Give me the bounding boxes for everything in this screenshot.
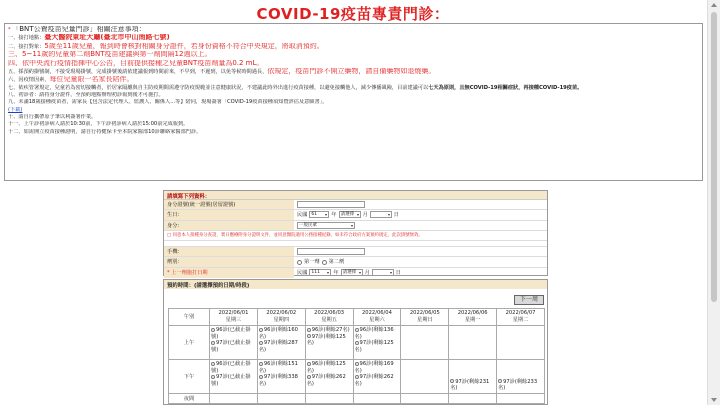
- day-weekday: 星期日: [417, 317, 433, 323]
- period-label: 下午: [169, 360, 210, 394]
- slot-radio[interactable]: [355, 328, 359, 332]
- slot-text: 97診(已截止掛號): [211, 374, 251, 387]
- slot-text: 96診(剩餘27名): [311, 327, 350, 333]
- slot-radio[interactable]: [450, 379, 454, 383]
- notice-item-5: 五、採預約掛號制，不接受現場掛號，完成掛號後請依建議報到時間前來，不早到，不遲到，以免等候時間過長，依規定，疫苗門診不開立藥物，請自備藥物如退燒藥。: [8, 68, 436, 76]
- day-date: 2022/06/07: [505, 310, 536, 316]
- dob-month-unit: 月: [362, 211, 368, 218]
- slot-option[interactable]: [259, 340, 304, 353]
- dose-label: 劑別：: [164, 257, 294, 266]
- notice-item-2: 二、接打對象：5歲至11歲兒童，報到時會核對相關身分證件，若身份資格不符合中央規定，將取消預約。: [8, 42, 324, 50]
- day-date: 2022/06/05: [409, 310, 440, 316]
- notice-item-8: 八、初診者：請持身分證件，至預約地點辦理初診報到後才可施打。: [8, 91, 164, 98]
- slot-radio[interactable]: [498, 379, 502, 383]
- notice-heading: [8, 26, 699, 34]
- slot-radio[interactable]: [307, 375, 311, 379]
- slot-option[interactable]: [355, 374, 400, 387]
- slot-text: 96診(剩餘125名): [306, 361, 346, 374]
- day-date: 2022/06/04: [362, 310, 392, 316]
- schedule-slot: [401, 394, 449, 404]
- day-header: [210, 309, 258, 326]
- slot-option[interactable]: [211, 374, 256, 387]
- slot-option[interactable]: [307, 374, 352, 387]
- day-date: 2022/06/01: [218, 310, 249, 316]
- slot-option[interactable]: [307, 327, 352, 334]
- id-row: [164, 200, 547, 210]
- notice-item-10: 十、請自行攜帶原子筆以利簽署作業。: [8, 114, 97, 121]
- notice-item-7: 七、依疾管署規定，兒童若為密切接觸者，於居家隔離與自主防疫期間需遵守防疫規範並注意健康狀況，不建議此時外出進行疫苗接種，以避免接觸他人，減少傳播風險，目前建議可以七天為原則，且無COVID-19相關症狀，再接種COVID-19疫苗。: [8, 84, 583, 91]
- slot-radio[interactable]: [211, 341, 215, 345]
- slot-text: 97診(剩餘233名): [498, 378, 538, 392]
- last-year-select[interactable]: 111: [309, 269, 331, 276]
- schedule-slot: [353, 360, 401, 394]
- slot-option[interactable]: [259, 327, 304, 340]
- dob-year-select[interactable]: 61: [309, 211, 329, 218]
- dob-month-select[interactable]: 請選擇: [339, 211, 361, 218]
- notice-item-12: 十二、如需開立疫苗接種證明，請自行持健保卡至本院家醫部10診聯絡家醫部門診。: [8, 128, 202, 135]
- slot-text: 97診(剩餘287名): [258, 340, 298, 353]
- day-date: 2022/06/03: [314, 310, 345, 316]
- slot-option[interactable]: [498, 379, 543, 392]
- day-header: [305, 309, 353, 326]
- day-weekday: 星期四: [273, 317, 290, 323]
- dob-era: 民國: [297, 211, 308, 218]
- schedule-slot: [497, 360, 545, 394]
- slot-option[interactable]: [211, 327, 256, 340]
- day-weekday: 星期五: [321, 317, 337, 323]
- schedule-slot: [449, 394, 497, 404]
- last-dose-row: [164, 268, 547, 278]
- day-header: [401, 309, 449, 326]
- slot-text: 97診(剩餘125名): [354, 340, 394, 353]
- identity-select[interactable]: 一般民眾: [297, 222, 355, 229]
- id-input[interactable]: [297, 201, 365, 208]
- notice-item-3: 三、5~11歲的兒童第二劑BNT疫苗建議與第一劑間隔12週以上。: [8, 51, 212, 59]
- vertical-scrollbar[interactable]: [707, 0, 720, 405]
- slot-radio[interactable]: [259, 341, 263, 345]
- notice-item-1: 一、接打地點：臺大醫院東址大廳(臺北市中山南路七號): [8, 34, 170, 42]
- slot-text: 96診(已截止掛號): [211, 361, 251, 374]
- slot-option[interactable]: [211, 340, 256, 353]
- last-day-unit: 日: [395, 269, 401, 276]
- dob-day-unit: 日: [393, 211, 399, 218]
- notice-item-4: 四、依中央流行疫情指揮中心公告，目前提供接種之兒童BNT疫苗劑量為0.2 mL。: [8, 59, 264, 67]
- schedule-slot: [449, 326, 497, 360]
- id-label: 身分證號(統一證號(居留證號): [164, 200, 294, 209]
- slot-option[interactable]: [450, 379, 495, 392]
- slot-text: 96診(已截止掛號): [211, 327, 251, 340]
- slot-option[interactable]: [355, 327, 400, 340]
- slot-option[interactable]: [355, 340, 400, 353]
- heading-marker: *: [8, 27, 11, 33]
- slot-radio[interactable]: [259, 328, 263, 332]
- notice-heading-text: 「BNT公費疫苗兒量門診」相關注意事項：: [12, 26, 146, 33]
- last-year-unit: 年: [333, 269, 339, 276]
- slot-radio[interactable]: [307, 328, 311, 332]
- schedule-slot: [449, 360, 497, 394]
- form-header: 請填寫下列資料：: [164, 191, 547, 200]
- schedule-slot: [305, 326, 353, 360]
- slot-option[interactable]: [259, 374, 304, 387]
- slot-option[interactable]: [307, 361, 352, 374]
- schedule-slot: [210, 394, 258, 404]
- schedule-slot: [305, 360, 353, 394]
- slot-text: 96診(剩餘169名): [354, 361, 394, 374]
- period-column-header: 午別: [169, 309, 210, 326]
- consent-row: [164, 231, 547, 241]
- last-month-select[interactable]: 請選擇: [341, 269, 363, 276]
- schedule-slot: [497, 326, 545, 360]
- slot-radio[interactable]: [211, 328, 215, 332]
- schedule-slot: [401, 360, 449, 394]
- schedule-slot: [353, 394, 401, 404]
- slot-text: 97診(剩餘338名): [258, 374, 298, 387]
- dob-row: [164, 210, 547, 220]
- slot-option[interactable]: [259, 361, 304, 374]
- dose-2-radio[interactable]: [322, 260, 327, 265]
- last-era: 民國: [297, 269, 308, 276]
- dob-label: 生日：: [164, 210, 294, 219]
- notice-item-9: 九、未滿18歲接種疫苗者，需家長【包含法定代理人、監護人、關係人...等】陪同，現場簽署「COVID-19疫苗接種須知暨評估及意願書」。: [8, 99, 328, 106]
- slot-radio[interactable]: [211, 375, 215, 379]
- schedule-panel: [163, 279, 548, 405]
- slot-text: 97診(剩餘262名): [306, 374, 346, 387]
- slot-option[interactable]: [355, 361, 400, 374]
- slot-option[interactable]: [307, 334, 352, 347]
- consent-checkbox-text[interactable]: □ 同意本人接種身分查證，實日應檢附身分證明文件，並同意醫院適用公務接種紀錄，如未符合政府方案預約規定，此次掛號無效。: [167, 232, 423, 238]
- slot-radio[interactable]: [355, 362, 359, 366]
- phone-row: [164, 247, 547, 257]
- slot-radio[interactable]: [211, 362, 215, 366]
- slot-text: 96診(剩餘136名): [354, 327, 394, 340]
- schedule-slot: [257, 326, 305, 360]
- slot-radio[interactable]: [355, 341, 359, 345]
- dose-1-label: 第一劑: [304, 259, 320, 266]
- schedule-header-row: [169, 309, 545, 326]
- download-link[interactable]: (下載): [8, 106, 23, 113]
- schedule-slot: [257, 360, 305, 394]
- day-header: [497, 309, 545, 326]
- schedule-table: [168, 308, 545, 404]
- dob-day-select[interactable]: [370, 211, 392, 218]
- slot-radio[interactable]: [307, 334, 311, 338]
- schedule-slot: [353, 326, 401, 360]
- slot-option[interactable]: [211, 361, 256, 374]
- day-date: 2022/06/06: [457, 310, 488, 316]
- slot-radio[interactable]: [259, 375, 263, 379]
- schedule-slot: [401, 326, 449, 360]
- schedule-slot: [305, 394, 353, 404]
- phone-label: 手機：: [164, 247, 294, 256]
- schedule-row: [169, 394, 545, 404]
- schedule-row: [169, 326, 545, 360]
- last-day-select[interactable]: [372, 269, 394, 276]
- notice-item-11: 十一、上午診初診病人請於10:30前，下午診初診病人請於15:00前完成報到。: [8, 121, 189, 128]
- identity-label: 身分：: [164, 221, 294, 230]
- slot-text: 97診(剩餘262名): [354, 374, 394, 387]
- period-label: 夜間: [169, 394, 210, 404]
- slot-text: 97診(剩餘125名): [306, 333, 346, 347]
- slot-radio[interactable]: [259, 362, 263, 366]
- scroll-thumb[interactable]: [711, 12, 717, 302]
- slot-radio[interactable]: [355, 375, 359, 379]
- slot-text: 96診(剩餘160名): [258, 327, 298, 340]
- page-title: COVID-19疫苗專責門診：: [256, 5, 450, 23]
- schedule-row: [169, 360, 545, 394]
- dose-row: [164, 257, 547, 267]
- day-weekday: 星期一: [464, 317, 481, 323]
- schedule-slot: [257, 394, 305, 404]
- slot-text: 97診(剩餘231名): [450, 378, 490, 392]
- schedule-slot: [497, 394, 545, 404]
- day-header: [449, 309, 497, 326]
- day-date: 2022/06/02: [266, 310, 297, 316]
- period-label: 上午: [169, 326, 210, 360]
- notice-item-6: 六、因疫情因素，每位兒童限一名家長陪伴。: [8, 76, 134, 84]
- day-weekday: 星期二: [512, 317, 529, 323]
- scroll-down-icon[interactable]: [711, 398, 717, 402]
- last-month-unit: 月: [364, 269, 370, 276]
- day-header: [257, 309, 305, 326]
- day-header: [353, 309, 401, 326]
- phone-input[interactable]: [297, 248, 365, 255]
- day-weekday: 星期六: [369, 317, 385, 323]
- notice-panel: [4, 23, 703, 181]
- schedule-slot: [210, 326, 258, 360]
- slot-text: 97診(已截止掛號): [211, 340, 251, 353]
- schedule-slot: [210, 360, 258, 394]
- dose-1-radio[interactable]: [297, 260, 302, 265]
- identity-row: [164, 221, 547, 231]
- next-week-button[interactable]: 下一周: [514, 295, 544, 305]
- day-weekday: 星期三: [225, 317, 242, 323]
- patient-form: [163, 190, 548, 276]
- schedule-header: 預約時間：(請選擇預約日期/時段): [164, 280, 547, 289]
- dob-year-unit: 年: [331, 211, 337, 218]
- dose-2-label: 第二劑: [328, 259, 345, 266]
- slot-radio[interactable]: [307, 362, 311, 366]
- scroll-up-icon[interactable]: [711, 3, 717, 7]
- slot-text: 96診(剩餘151名): [258, 361, 298, 374]
- last-dose-label: * 上一劑施打日期: [164, 268, 294, 278]
